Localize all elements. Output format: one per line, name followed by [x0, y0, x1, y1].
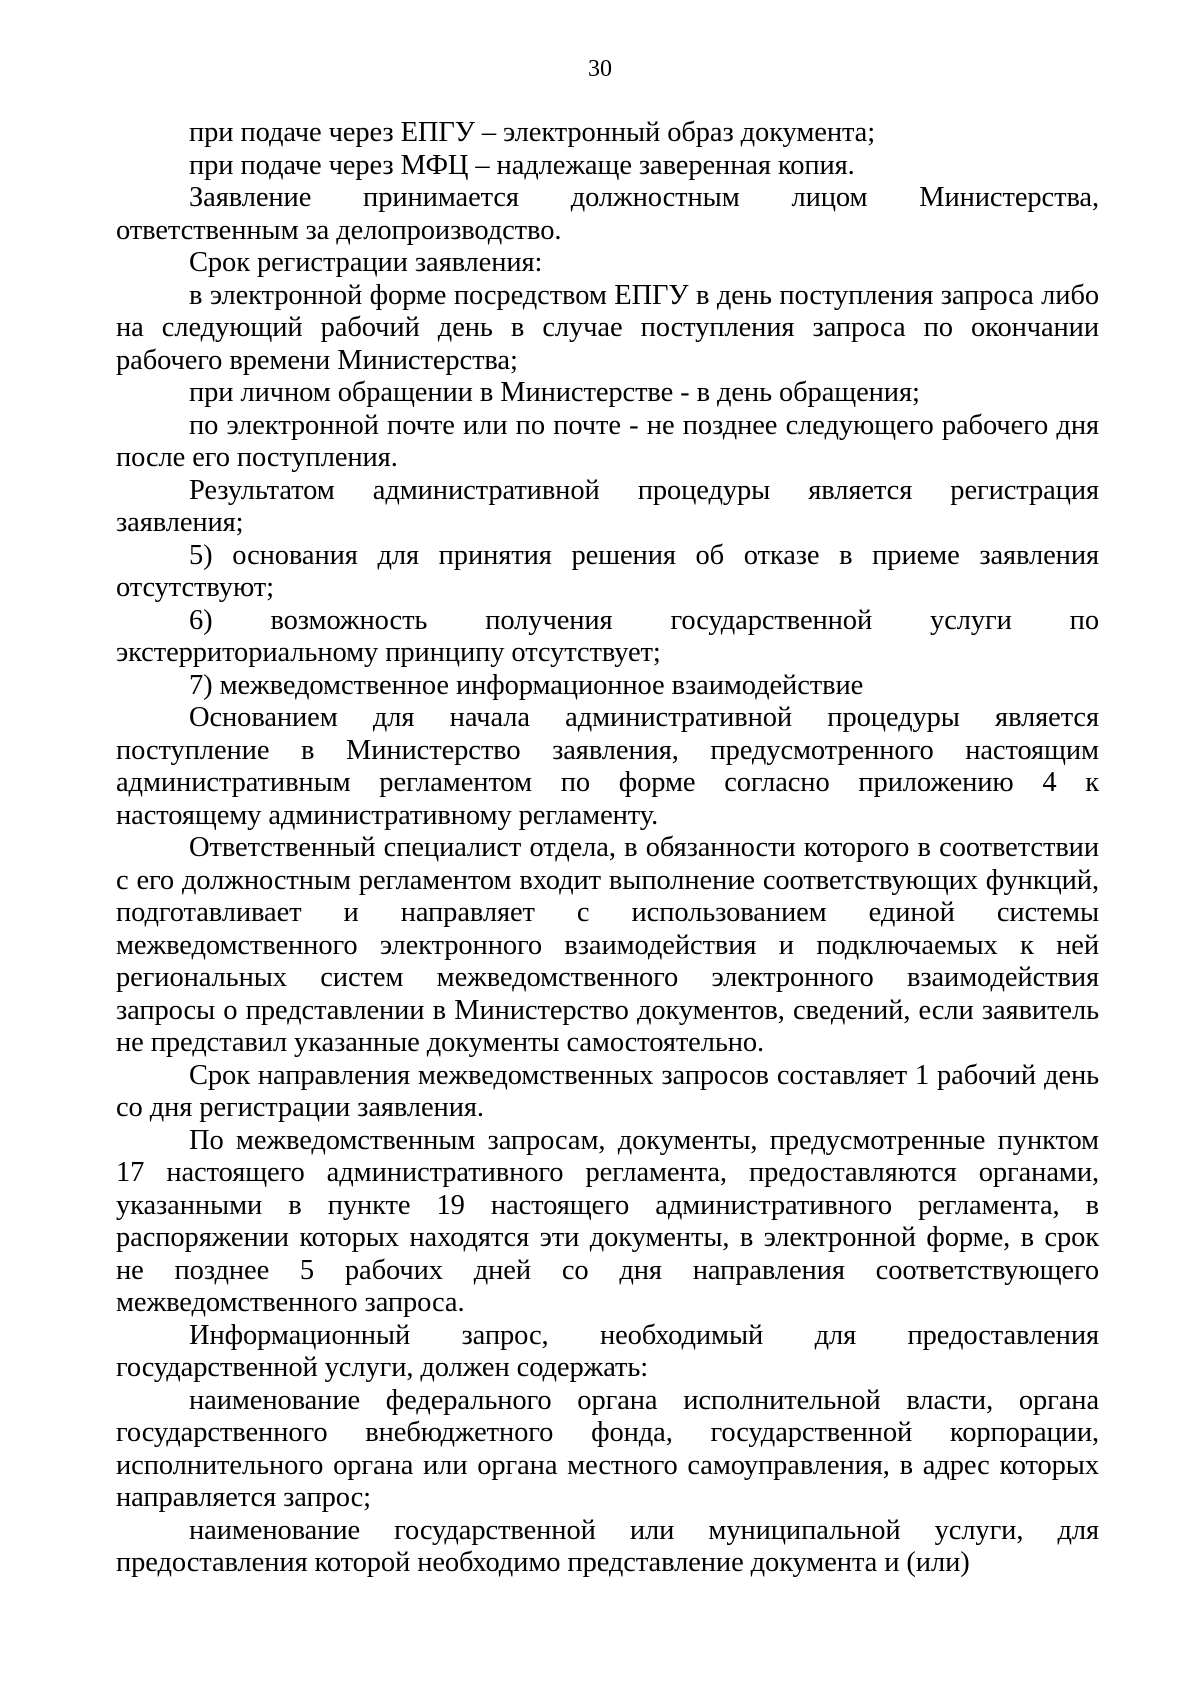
paragraph: Результатом административной процедуры является регистрация заявления;: [116, 474, 1099, 538]
paragraph: 5) основания для принятия решения об отказе в приеме заявления отсутствуют;: [116, 539, 1099, 603]
paragraph: По межведомственным запросам, документы, предусмотренные пунктом 17 настоящего административного регламента, предоставляются органами, указанными в пункте 19 настоящего административного регламента, в распоряжении которых находятся эти документы, в электронной форме, в срок не позднее 5 рабочих дней со дня направления соответствующего межведомственного запроса.: [116, 1124, 1099, 1318]
paragraph: Заявление принимается должностным лицом Министерства, ответственным за делопроизводство.: [116, 182, 1099, 246]
paragraph: 7) межведомственное информационное взаимодействие: [189, 669, 864, 701]
paragraph: при личном обращении в Министерстве - в день обращения;: [189, 377, 920, 408]
paragraph: Срок направления межведомственных запросов составляет 1 рабочий день со дня регистрации заявления.: [116, 1059, 1099, 1123]
paragraph: Основанием для начала административной процедуры является поступление в Министерство заявления, предусмотренного настоящим административным регламентом по форме согласно приложению 4 к настоящему административному регламенту.: [116, 702, 1099, 831]
paragraph: при подаче через МФЦ – надлежаще заверенная копия.: [189, 149, 855, 181]
paragraph: Информационный запрос, необходимый для предоставления государственной услуги, должен содержать:: [116, 1319, 1099, 1383]
page-number: 30: [588, 56, 612, 82]
paragraph: Ответственный специалист отдела, в обязанности которого в соответствии с его должностным регламентом входит выполнение соответствующих функций, подготавливает и направляет с использованием единой системы межведомственного электронного взаимодействия и подключаемых к ней региональных систем межведомственного электронного взаимодействия запросы о представлении в Министерство документов, сведений, если заявитель не представил указанные документы самостоятельно.: [116, 832, 1099, 1058]
paragraph: 6) возможность получения государственной услуги по экстерриториальному принципу отсутствует;: [116, 604, 1099, 668]
paragraph: Срок регистрации заявления:: [189, 247, 543, 278]
paragraph: наименование федерального органа исполнительной власти, органа государственного внебюджетного фонда, государственной корпорации, исполнительного органа или органа местного самоуправления, в адрес которых направляется запрос;: [116, 1384, 1099, 1513]
paragraph: наименование государственной или муниципальной услуги, для предоставления которой необходимо представление документа и (или): [116, 1514, 1099, 1578]
paragraph: по электронной почте или по почте - не позднее следующего рабочего дня после его поступления.: [116, 409, 1099, 473]
document-body: [116, 117, 1099, 1580]
paragraph: при подаче через ЕПГУ – электронный образ документа;: [189, 117, 876, 148]
paragraph: в электронной форме посредством ЕПГУ в день поступления запроса либо на следующий рабочий день в случае поступления запроса по окончании рабочего времени Министерства;: [116, 279, 1099, 376]
